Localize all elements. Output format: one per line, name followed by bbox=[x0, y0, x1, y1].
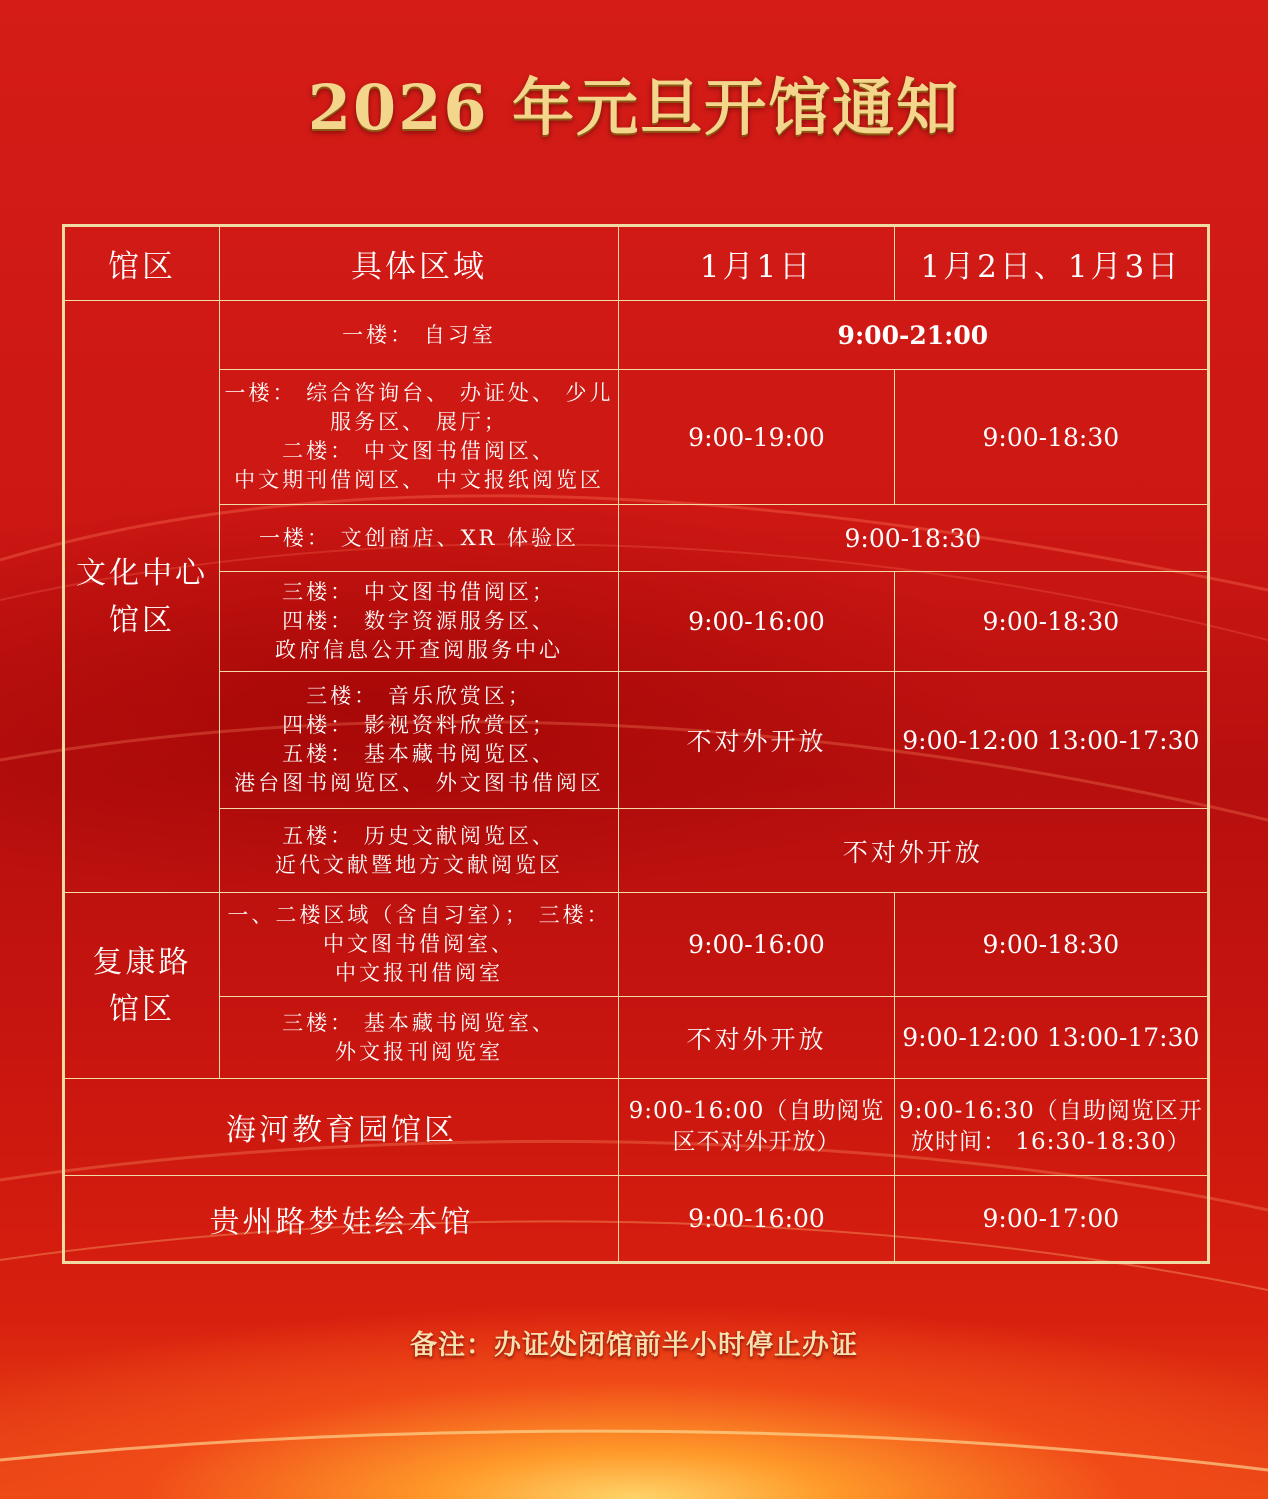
page-title: 2026 年元旦开馆通知 bbox=[307, 71, 961, 144]
time-jan1: 不对外开放 bbox=[619, 997, 895, 1079]
zone-cell: 一、二楼区域（含自习室）； 三楼： 中文图书借阅室、 中文报刊借阅室 bbox=[220, 893, 619, 997]
zone-cell: 五楼： 历史文献阅览区、 近代文献暨地方文献阅览区 bbox=[220, 809, 619, 893]
table-header-row bbox=[64, 226, 1209, 301]
zone-cell: 一楼： 综合咨询台、 办证处、 少儿 服务区、 展厅； 二楼： 中文图书借阅区、 中文期刊借阅区、 中文报纸阅览区 bbox=[220, 370, 619, 505]
time-jan2-jan3: 9:00-18:30 bbox=[895, 572, 1209, 672]
table-row bbox=[64, 1079, 1209, 1176]
hall-haihe: 海河教育园馆区 bbox=[64, 1079, 619, 1176]
header-hall: 馆区 bbox=[64, 226, 220, 301]
time-merged: 9:00-21:00 bbox=[619, 301, 1209, 370]
time-jan2-jan3: 9:00-18:30 bbox=[895, 370, 1209, 505]
time-jan1: 不对外开放 bbox=[619, 672, 895, 809]
time-jan2-jan3: 9:00-17:00 bbox=[895, 1176, 1209, 1263]
header-jan2-jan3: 1月2日、1月3日 bbox=[895, 226, 1209, 301]
table-row bbox=[64, 505, 1209, 572]
time-jan1: 9:00-16:00（自助阅览 区不对外开放） bbox=[619, 1079, 895, 1176]
hall-culture-center: 文化中心 馆区 bbox=[64, 301, 220, 893]
time-jan1: 9:00-16:00 bbox=[619, 1176, 895, 1263]
zone-cell: 一楼： 自习室 bbox=[220, 301, 619, 370]
time-jan2-jan3: 9:00-12:00 13:00-17:30 bbox=[895, 997, 1209, 1079]
hall-fukang-road: 复康路 馆区 bbox=[64, 893, 220, 1079]
header-jan1: 1月1日 bbox=[619, 226, 895, 301]
time-jan2-jan3: 9:00-18:30 bbox=[895, 893, 1209, 997]
table-row bbox=[64, 1176, 1209, 1263]
hall-guizhou-road: 贵州路梦娃绘本馆 bbox=[64, 1176, 619, 1263]
zone-cell: 三楼： 基本藏书阅览室、 外文报刊阅览室 bbox=[220, 997, 619, 1079]
zone-cell: 三楼： 音乐欣赏区； 四楼： 影视资料欣赏区； 五楼： 基本藏书阅览区、 港台图书阅览区、 外文图书借阅区 bbox=[220, 672, 619, 809]
time-merged: 不对外开放 bbox=[619, 809, 1209, 893]
time-jan1: 9:00-16:00 bbox=[619, 893, 895, 997]
table-row bbox=[64, 672, 1209, 809]
table-row bbox=[64, 370, 1209, 505]
schedule-table bbox=[62, 224, 1210, 1264]
table-row bbox=[64, 997, 1209, 1079]
remark-note: 备注：办证处闭馆前半小时停止办证 bbox=[410, 1330, 858, 1361]
table-row bbox=[64, 809, 1209, 893]
table-row bbox=[64, 572, 1209, 672]
time-jan1: 9:00-16:00 bbox=[619, 572, 895, 672]
time-merged: 9:00-18:30 bbox=[619, 505, 1209, 572]
zone-cell: 一楼： 文创商店、XR 体验区 bbox=[220, 505, 619, 572]
zone-cell: 三楼： 中文图书借阅区； 四楼： 数字资源服务区、 政府信息公开查阅服务中心 bbox=[220, 572, 619, 672]
time-jan2-jan3: 9:00-12:00 13:00-17:30 bbox=[895, 672, 1209, 809]
table-row bbox=[64, 301, 1209, 370]
table-row bbox=[64, 893, 1209, 997]
header-area: 具体区域 bbox=[220, 226, 619, 301]
time-jan1: 9:00-19:00 bbox=[619, 370, 895, 505]
schedule-table-container bbox=[62, 224, 1210, 1264]
time-jan2-jan3: 9:00-16:30（自助阅览区开 放时间： 16:30-18:30） bbox=[895, 1079, 1209, 1176]
